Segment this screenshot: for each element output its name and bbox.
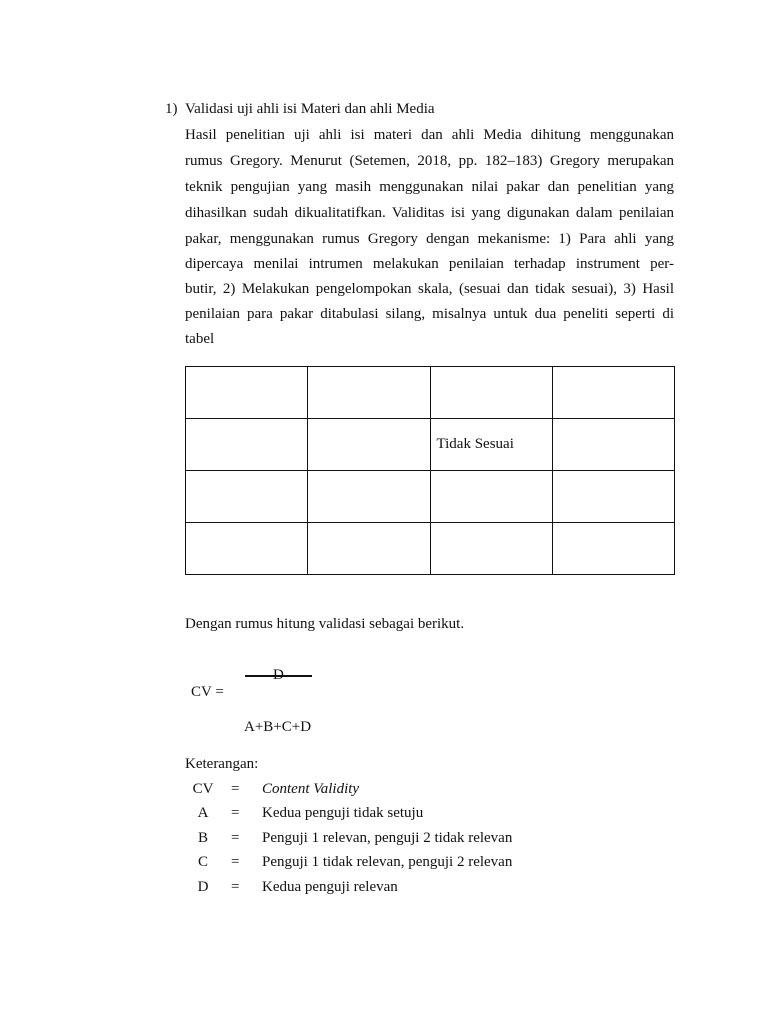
table-cell	[552, 471, 674, 523]
formula-numerator: D	[273, 667, 284, 683]
heading-number: 1)	[165, 101, 178, 117]
paragraph-line: pakar, menggunakan rumus Gregory dengan mekanisme: 1) Para ahli yang	[185, 231, 674, 247]
paragraph-line: dipercaya menilai intrumen melakukan penilaian terhadap instrument per-	[185, 256, 674, 272]
table-cell	[186, 419, 308, 471]
paragraph-line: teknik pengujian yang masih menggunakan nilai pakar dan penelitian yang	[185, 179, 674, 195]
legend-title: Keterangan:	[185, 756, 259, 772]
legend-equals: =	[231, 879, 240, 895]
table-cell	[430, 471, 552, 523]
table-row	[186, 367, 675, 419]
legend-item	[185, 830, 605, 852]
paragraph-line: dihasilkan sudah dikualitatifkan. Validitas isi yang digunakan dalam penilaian	[185, 205, 674, 221]
legend-item	[185, 854, 605, 876]
table-row	[186, 471, 675, 523]
legend-key: C	[197, 854, 208, 870]
table-cell	[308, 523, 430, 575]
legend-definition: Kedua penguji tidak setuju	[262, 805, 424, 821]
table-cell: Tidak Sesuai	[430, 419, 552, 471]
legend-equals: =	[231, 781, 240, 797]
legend-item	[185, 781, 605, 803]
fraction-bar	[245, 675, 312, 677]
formula-lhs: CV =	[191, 684, 224, 700]
legend-key: D	[197, 879, 209, 895]
table-cell	[186, 523, 308, 575]
cross-tab-table	[185, 366, 675, 575]
paragraph-line: tabel	[185, 331, 215, 347]
table-cell	[186, 471, 308, 523]
legend-definition: Penguji 1 relevan, penguji 2 tidak relevan	[262, 830, 513, 846]
paragraph-line: rumus Gregory. Menurut (Setemen, 2018, pp. 182–183) Gregory merupakan	[185, 153, 674, 169]
heading-title: Validasi uji ahli isi Materi dan ahli Media	[185, 101, 435, 117]
table-cell	[308, 471, 430, 523]
legend-equals: =	[231, 854, 240, 870]
legend-item	[185, 879, 605, 901]
legend-definition: Kedua penguji relevan	[262, 879, 398, 895]
table-cell	[552, 367, 674, 419]
table-cell	[186, 367, 308, 419]
table-row	[186, 523, 675, 575]
formula-intro: Dengan rumus hitung validasi sebagai berikut.	[185, 616, 465, 632]
legend-key: A	[197, 805, 209, 821]
paragraph-line: Hasil penelitian uji ahli isi materi dan ahli Media dihitung menggunakan	[185, 127, 674, 143]
table-cell	[308, 419, 430, 471]
legend-key: CV	[192, 781, 214, 797]
table-cell	[552, 523, 674, 575]
table-cell	[430, 367, 552, 419]
table-row	[186, 419, 675, 471]
formula-denominator: A+B+C+D	[244, 719, 312, 735]
table-cell	[552, 419, 674, 471]
table-cell	[430, 523, 552, 575]
legend-item	[185, 805, 605, 827]
legend-definition: Penguji 1 tidak relevan, penguji 2 relevan	[262, 854, 513, 870]
legend-key: B	[197, 830, 208, 846]
legend-equals: =	[231, 830, 240, 846]
paragraph-line: butir, 2) Melakukan pengelompokan skala, (sesuai dan tidak sesuai), 3) Hasil	[185, 281, 674, 297]
legend-definition: Content Validity	[262, 781, 360, 797]
legend-equals: =	[231, 805, 240, 821]
paragraph-line: penilaian para pakar ditabulasi silang, misalnya untuk dua peneliti seperti di	[185, 306, 674, 322]
table-cell	[308, 367, 430, 419]
